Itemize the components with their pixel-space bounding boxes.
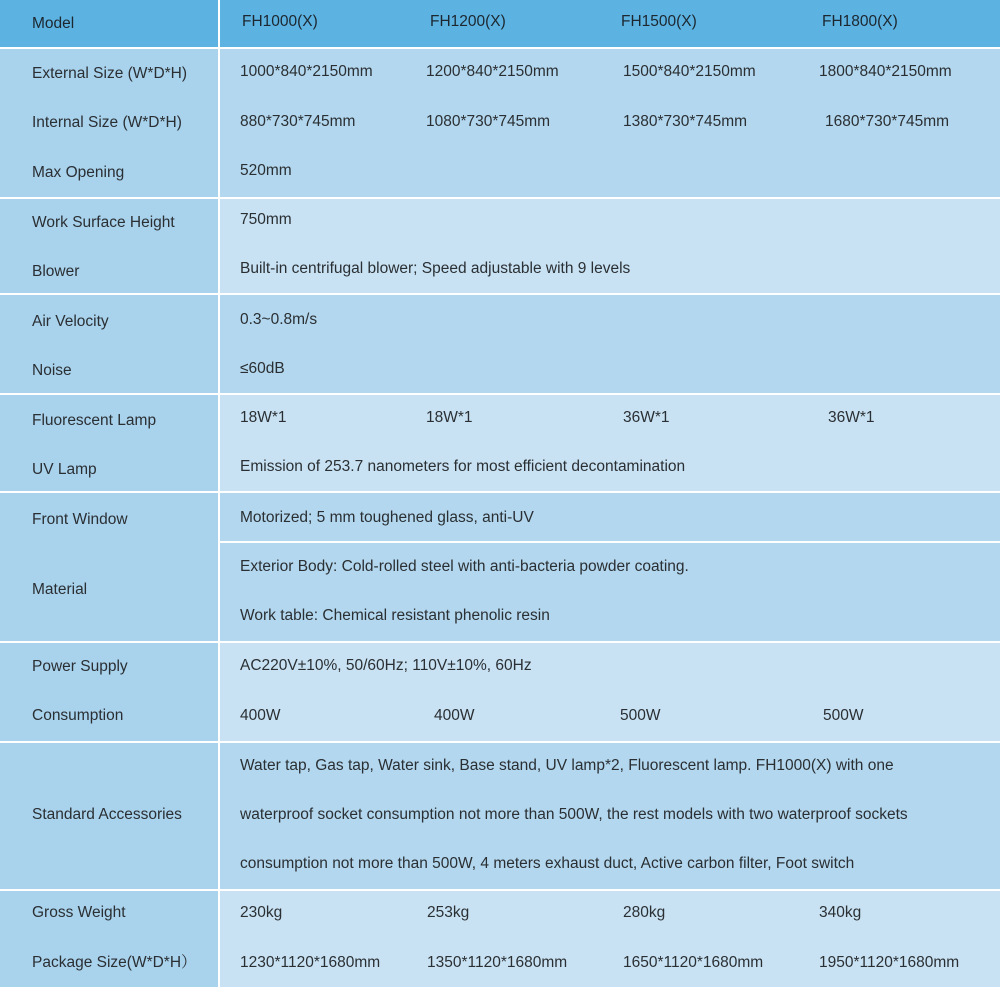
row-divider: [220, 541, 1000, 543]
front-window-value: Motorized; 5 mm toughened glass, anti-UV: [240, 509, 534, 526]
row-label-power-supply: Power Supply: [32, 658, 128, 675]
package-size-value: 1950*1120*1680mm: [819, 954, 960, 971]
gross-weight-value: 230kg: [240, 904, 283, 921]
row-label-internal-size: Internal Size (W*D*H): [32, 114, 182, 131]
value-cell: [220, 493, 1000, 641]
max-opening-value: 520mm: [240, 162, 292, 179]
label-cell: [0, 643, 218, 741]
material-line: Exterior Body: Cold-rolled steel with anti-bacteria powder coating.: [240, 558, 689, 575]
row-label-work-surface-height: Work Surface Height: [32, 214, 175, 231]
package-size-value: 1650*1120*1680mm: [623, 954, 764, 971]
label-cell: [0, 395, 218, 491]
label-cell: [0, 295, 218, 393]
model-name: FH1500(X): [621, 13, 697, 30]
internal-size-value: 1080*730*745mm: [426, 113, 551, 130]
row-label-max-opening: Max Opening: [32, 164, 125, 181]
row-label-package-size: Package Size(W*D*H）: [32, 954, 197, 971]
fluorescent-lamp-value: 18W*1: [240, 409, 287, 426]
row-group-accessories: [0, 743, 1000, 889]
external-size-value: 1000*840*2150mm: [240, 63, 373, 80]
internal-size-value: 1380*730*745mm: [623, 113, 748, 130]
consumption-value: 400W: [240, 707, 281, 724]
value-cell: [220, 743, 1000, 889]
value-cell: [220, 891, 1000, 987]
consumption-value: 500W: [823, 707, 864, 724]
row-label-uv-lamp: UV Lamp: [32, 461, 97, 478]
package-size-value: 1230*1120*1680mm: [240, 954, 381, 971]
row-group-shipping: [0, 891, 1000, 987]
row-group-power: [0, 643, 1000, 741]
model-name: FH1800(X): [822, 13, 898, 30]
internal-size-value: 880*730*745mm: [240, 113, 356, 130]
row-label-air-velocity: Air Velocity: [32, 313, 109, 330]
package-size-value: 1350*1120*1680mm: [427, 954, 568, 971]
row-label-consumption: Consumption: [32, 707, 124, 724]
gross-weight-value: 253kg: [427, 904, 470, 921]
consumption-value: 500W: [620, 707, 661, 724]
consumption-value: 400W: [434, 707, 475, 724]
label-cell: [0, 49, 218, 197]
value-cell: [220, 49, 1000, 197]
row-label-external-size: External Size (W*D*H): [32, 65, 188, 82]
power-supply-value: AC220V±10%, 50/60Hz; 110V±10%, 60Hz: [240, 657, 532, 674]
label-cell: [0, 199, 218, 293]
fluorescent-lamp-value: 36W*1: [623, 409, 670, 426]
label-cell: [0, 891, 218, 987]
row-group-airflow: [0, 295, 1000, 393]
value-cell: [220, 295, 1000, 393]
gross-weight-value: 280kg: [623, 904, 666, 921]
accessories-line: waterproof socket consumption not more than 500W, the rest models with two waterproof sockets: [240, 806, 908, 823]
gross-weight-value: 340kg: [819, 904, 862, 921]
model-name: FH1000(X): [242, 13, 318, 30]
external-size-value: 1500*840*2150mm: [623, 63, 756, 80]
header-label: Model: [32, 15, 75, 32]
model-name: FH1200(X): [430, 13, 506, 30]
row-label-fluorescent-lamp: Fluorescent Lamp: [32, 412, 157, 429]
label-cell: [0, 743, 218, 889]
fluorescent-lamp-value: 18W*1: [426, 409, 473, 426]
external-size-value: 1800*840*2150mm: [819, 63, 952, 80]
row-group-lamps: [0, 395, 1000, 491]
accessories-line: consumption not more than 500W, 4 meters exhaust duct, Active carbon filter, Foot switch: [240, 855, 855, 872]
blower-value: Built-in centrifugal blower; Speed adjustable with 9 levels: [240, 260, 631, 277]
value-cell: [220, 643, 1000, 741]
row-label-front-window: Front Window: [32, 511, 128, 528]
row-label-material: Material: [32, 581, 88, 598]
header-label-cell: [0, 0, 218, 47]
row-label-blower: Blower: [32, 263, 80, 280]
value-cell: [220, 199, 1000, 293]
row-group-dimensions: [0, 49, 1000, 197]
external-size-value: 1200*840*2150mm: [426, 63, 559, 80]
work-surface-height-value: 750mm: [240, 211, 292, 228]
row-label-gross-weight: Gross Weight: [32, 904, 126, 921]
uv-lamp-value: Emission of 253.7 nanometers for most efficient decontamination: [240, 458, 686, 475]
value-cell: [220, 395, 1000, 491]
fluorescent-lamp-value: 36W*1: [828, 409, 875, 426]
row-label-standard-accessories: Standard Accessories: [32, 806, 182, 823]
noise-value: ≤60dB: [240, 360, 285, 377]
row-group-construction: [0, 493, 1000, 641]
table-header-row: [0, 0, 1000, 47]
row-label-noise: Noise: [32, 362, 72, 379]
internal-size-value: 1680*730*745mm: [825, 113, 950, 130]
header-models-cell: [220, 0, 1000, 47]
air-velocity-value: 0.3~0.8m/s: [240, 311, 318, 328]
label-cell: [0, 493, 218, 641]
accessories-line: Water tap, Gas tap, Water sink, Base stand, UV lamp*2, Fluorescent lamp. FH1000(X) with one: [240, 757, 894, 774]
material-line: Work table: Chemical resistant phenolic resin: [240, 607, 550, 624]
row-group-work-surface: [0, 199, 1000, 293]
